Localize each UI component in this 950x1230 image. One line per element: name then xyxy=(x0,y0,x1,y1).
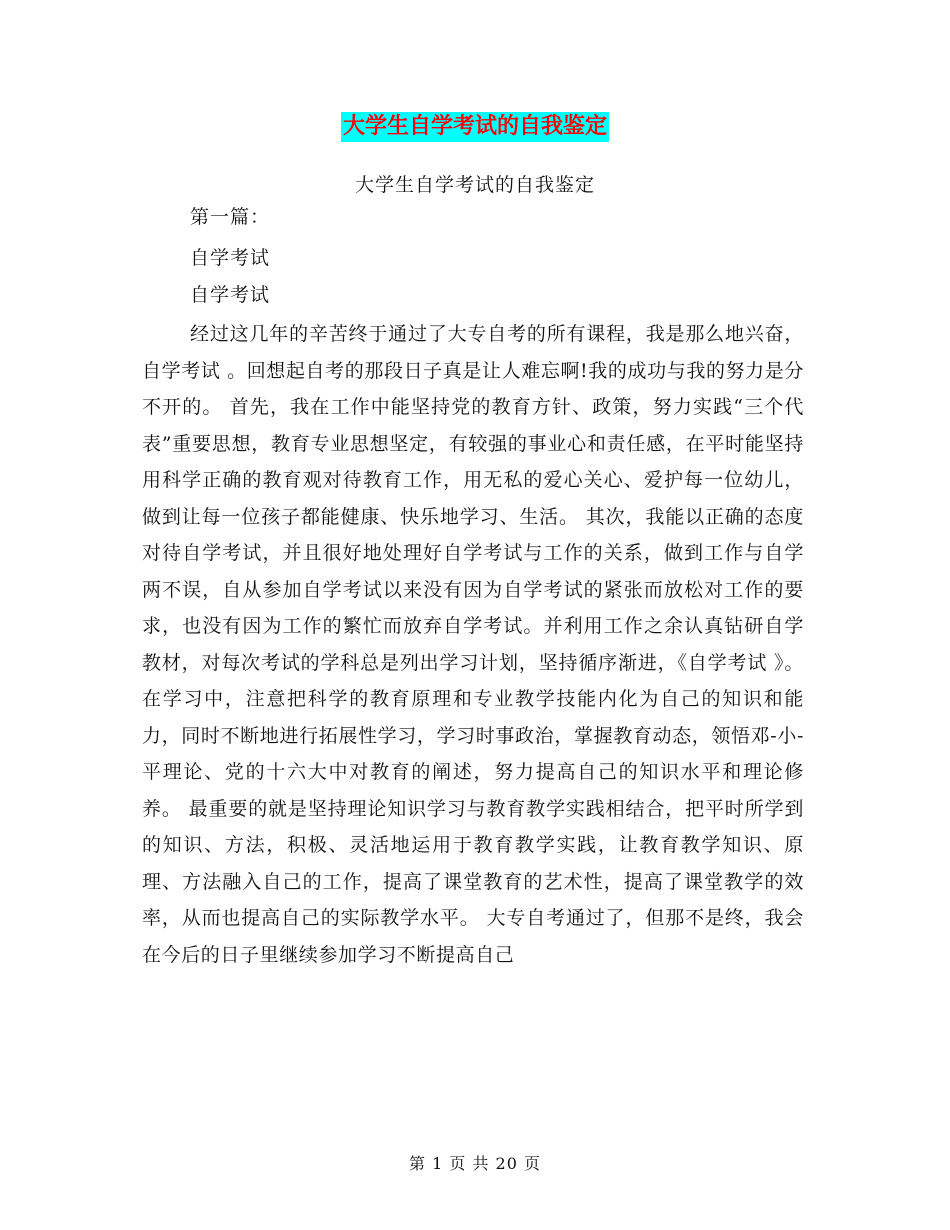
document-title-container xyxy=(0,112,950,142)
section-label: 第一篇： xyxy=(190,206,271,228)
body-paragraph: 经过这几年的辛苦终于通过了大专自考的所有课程，我是那么地兴奋，自学考试 。回想起自考的那段日子真是让人难忘啊!我的成功与我的努力是分不开的。 首先，我在工作中能坚持党的教育方针、政策，努力实践“三个代表”重要思想，教育专业思想坚定，有较强的事业心和责任感，在平时能坚持用科学正确的教育观对待教育工作，用无私的爱心关心、爱护每一位幼儿，做到让每一位孩子都能健康、快乐地学习、生活。 其次，我能以正确的态度对待自学考试，并且很好地处理好自学考试与工作的关系，做到工作与自学两不误，自从参加自学考试以来没有因为自学考试的紧张而放松对工作的要求，也没有因为工作的繁忙而放弃自学考试。并利用工作之余认真钻研自学教材，对每次考试的学科总是列出学习计划，坚持循序渐进，《自学考试 》。 在学习中，注意把科学的教育原理和专业教学技能内化为自己的知识和能力，同时不断地进行拓展性学习，学习时事政治，掌握教育动态，领悟邓-小-平理论、党的十六大中对教育的阐述，努力提高自己的知识水平和理论修养。 最重要的就是坚持理论知识学习与教育教学实践相结合，把平时所学到的知识、方法，积极、灵活地运用于教育教学实践，让教育教学知识、原理、方法融入自己的工作，提高了课堂教育的艺术性，提高了课堂教学的效率，从而也提高自己的实际教学水平。 大专自考通过了，但那不是终，我会在今后的日子里继续参加学习不断提高自己 xyxy=(142,323,804,966)
page-footer: 第 1 页 共 20 页 xyxy=(409,1154,541,1173)
document-subtitle: 大学生自学考试的自我鉴定 xyxy=(354,174,595,196)
document-title: 大学生自学考试的自我鉴定 xyxy=(341,112,609,142)
heading-2: 自学考试 xyxy=(190,284,271,306)
heading-1: 自学考试 xyxy=(190,247,271,269)
